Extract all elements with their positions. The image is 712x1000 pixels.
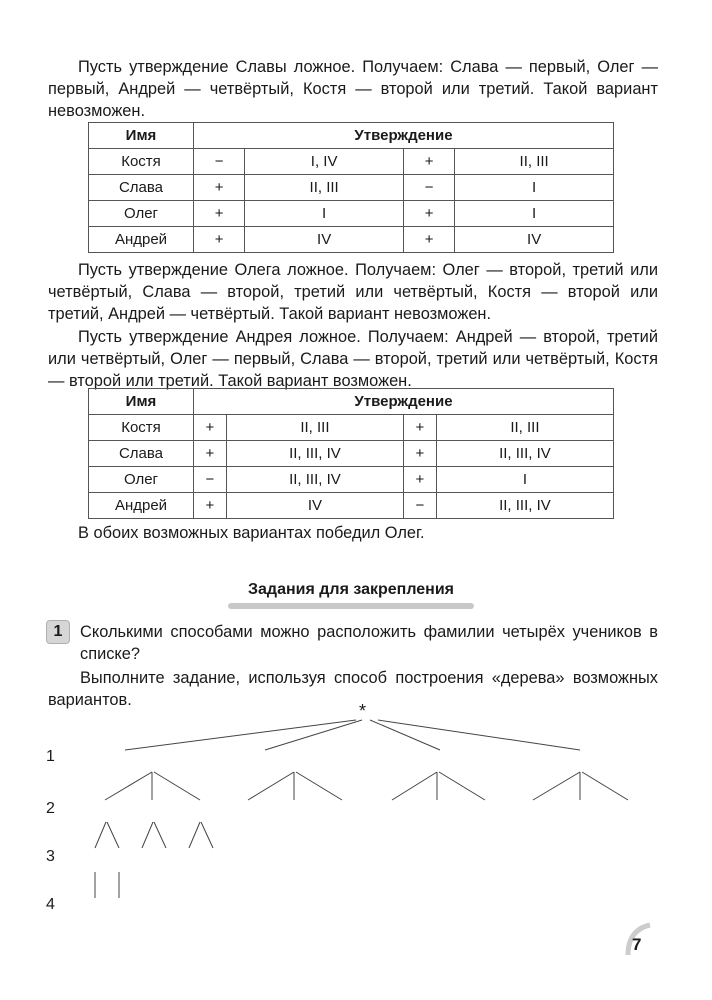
cell: Костя	[89, 415, 194, 441]
cell: II, III, IV	[226, 441, 403, 467]
cell: IV	[455, 227, 614, 253]
paragraph-text: Пусть утверждение Андрея ложное. Получаем: Андрей — второй, третий или четвёртый, Олег — первый, Слава — второй, третий или четвёртый, Костя — второй или третий. Такой вариант возможен.	[48, 328, 658, 390]
task-question: Сколькими способами можно расположить фамилии четырёх учеников в списке?	[80, 623, 658, 663]
cell: II, III	[226, 415, 403, 441]
cell: +	[403, 415, 436, 441]
cell: +	[194, 415, 227, 441]
cell: II, III	[436, 415, 613, 441]
cell: IV	[245, 227, 404, 253]
paragraph-text: Пусть утверждение Олега ложное. Получаем: Олег — второй, третий или четвёртый, Слава — второй, третий или четвёртый, Костя — второй или третий, Андрей — четвёртый. Такой вариант невозможен.	[48, 261, 658, 323]
cell: Слава	[89, 175, 194, 201]
cell: IV	[226, 493, 403, 519]
tree-branch	[378, 720, 580, 750]
cell: II, III, IV	[226, 467, 403, 493]
cell: Олег	[89, 201, 194, 227]
level-label: 3	[46, 848, 55, 865]
tree-branch	[125, 720, 356, 750]
section-heading: Задания для закрепления	[247, 581, 455, 598]
paragraph-text: Пусть утверждение Славы ложное. Получаем: Слава — первый, Олег — первый, Андрей — четвёртый, Костя — второй или третий. Такой вариант невозможен.	[48, 58, 658, 120]
cell: Костя	[89, 149, 194, 175]
tree-level2-group	[248, 772, 342, 800]
tree-root: *	[359, 701, 367, 721]
header-name: Имя	[89, 123, 194, 149]
cell: +	[403, 201, 454, 227]
cell: Олег	[89, 467, 194, 493]
cell: +	[194, 441, 227, 467]
cell: Андрей	[89, 227, 194, 253]
cell: +	[403, 441, 436, 467]
cell: II, III, IV	[436, 441, 613, 467]
cell: I	[436, 467, 613, 493]
cell: +	[403, 467, 436, 493]
cell: I	[455, 201, 614, 227]
tree-level4-group	[95, 872, 119, 898]
cell: −	[194, 467, 227, 493]
task-number-badge: 1	[46, 620, 70, 644]
paragraph-text: В обоих возможных вариантах победил Олег.	[78, 524, 425, 542]
header-name: Имя	[89, 389, 194, 415]
tree-level2-group	[105, 772, 200, 800]
cell: II, III	[455, 149, 614, 175]
header-statement: Утверждение	[194, 389, 614, 415]
cell: I, IV	[245, 149, 404, 175]
level-label: 1	[46, 748, 55, 765]
tree-level2-group	[392, 772, 485, 800]
cell: Слава	[89, 441, 194, 467]
page-number: 7	[632, 935, 642, 954]
cell: +	[194, 493, 227, 519]
cell: I	[455, 175, 614, 201]
level-label: 2	[46, 800, 55, 817]
instruction-text: Выполните задание, используя способ построения «дерева» возможных вариантов.	[48, 669, 658, 709]
cell: +	[194, 201, 245, 227]
level-label: 4	[46, 896, 55, 913]
cell: −	[194, 149, 245, 175]
cell: +	[194, 175, 245, 201]
cell: +	[403, 149, 454, 175]
cell: −	[403, 175, 454, 201]
cell: II, III, IV	[436, 493, 613, 519]
cell: II, III	[245, 175, 404, 201]
cell: Андрей	[89, 493, 194, 519]
tree-level3-group	[95, 822, 213, 848]
header-statement: Утверждение	[194, 123, 614, 149]
cell: I	[245, 201, 404, 227]
cell: +	[403, 227, 454, 253]
cell: −	[403, 493, 436, 519]
tree-level2-group	[533, 772, 628, 800]
cell: +	[194, 227, 245, 253]
tree-branch	[265, 720, 362, 750]
